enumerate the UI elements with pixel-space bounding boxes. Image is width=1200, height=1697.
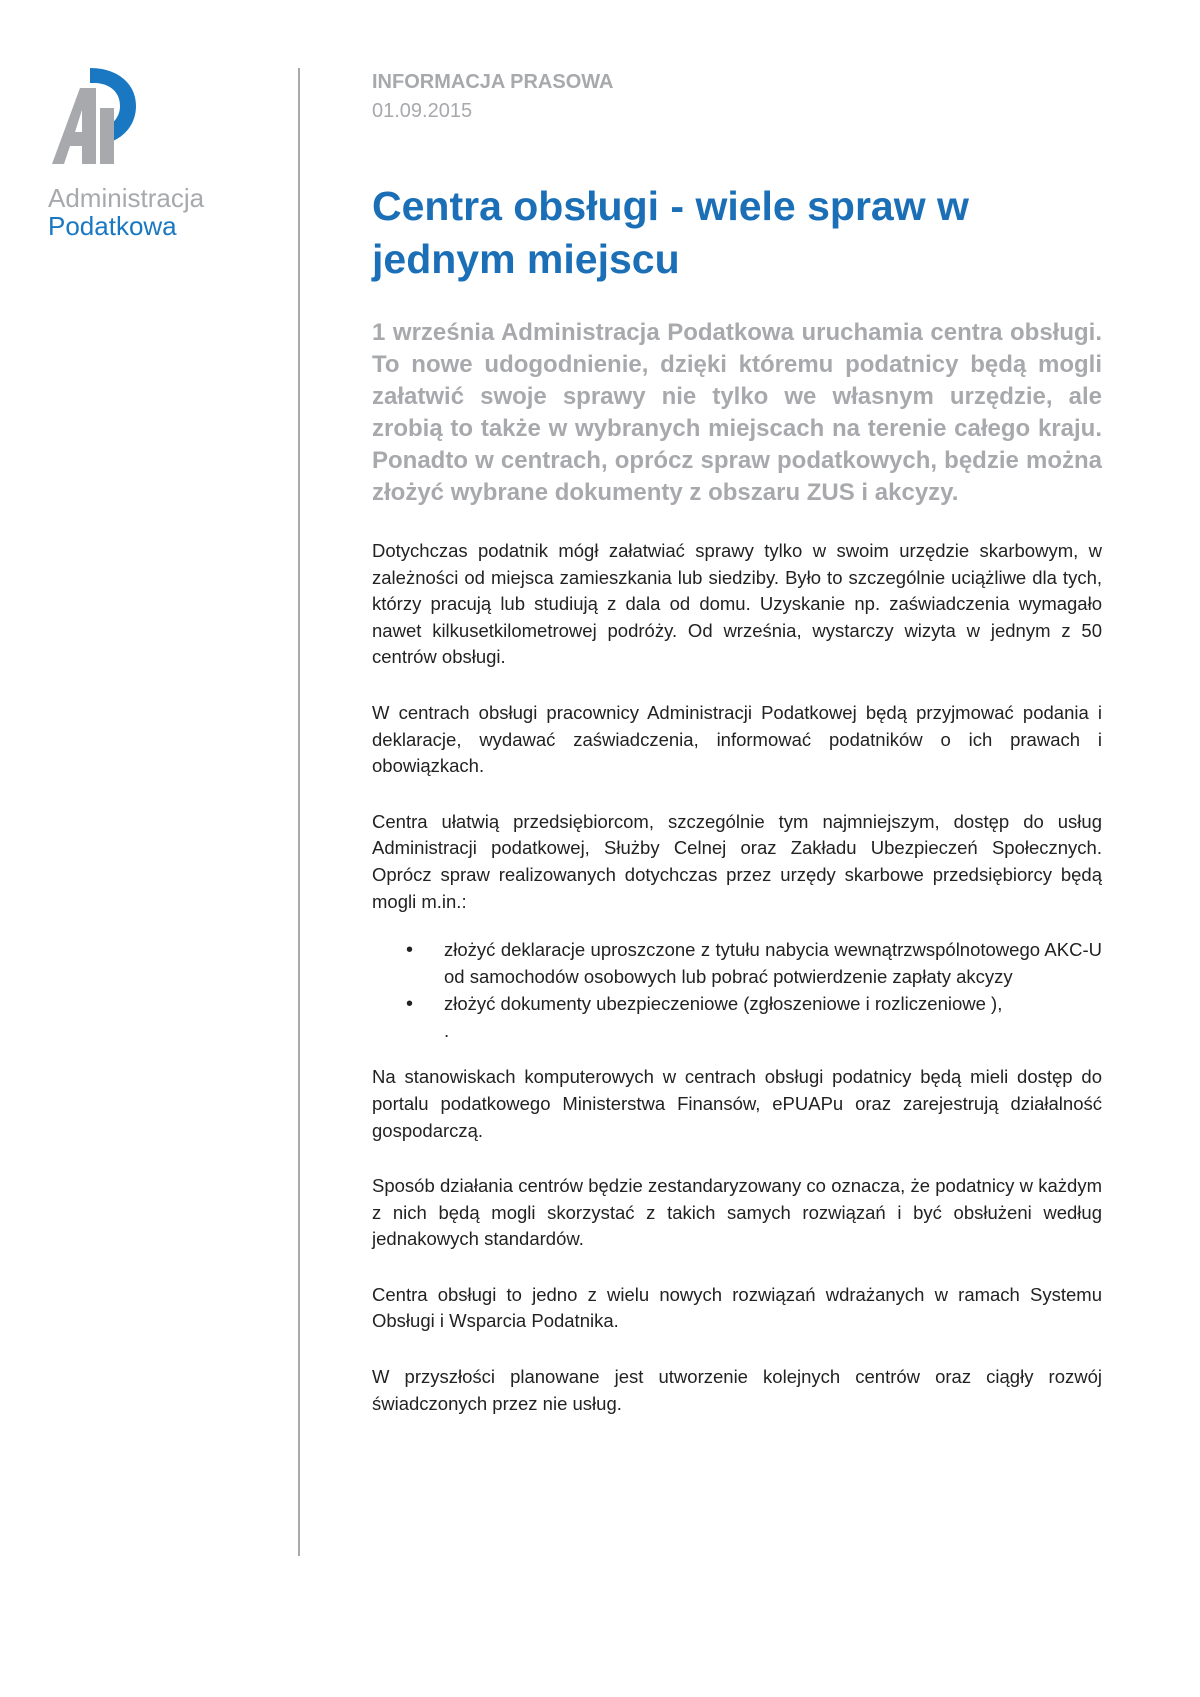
logo — [48, 68, 248, 240]
lead-paragraph: 1 września Administracja Podatkowa uruchamia centra obsługi. To nowe udogodnienie, dzięki któremu podatnicy będą mogli załatwić swoje sprawy nie tylko we własnym urzędzie, ale zrobią to także w wybranych miejscach na terenie całego kraju. Ponadto w centrach, oprócz spraw podatkowych, będzie można złożyć wybrane dokumenty z obszaru ZUS i akcyzy. — [372, 319, 1102, 506]
paragraph: W centrach obsługi pracownicy Administracji Podatkowej będą przyjmować podania i deklaracje, wydawać zaświadczenia, informować podatników o ich prawach i obowiązkach. — [372, 701, 1102, 777]
paragraph: Dotychczas podatnik mógł załatwiać sprawy tylko w swoim urzędzie skarbowym, w zależności od miejsca zamieszkania lub siedziby. Było to szczególnie uciążliwe dla tych, którzy pracują lub studiują z dala od domu. Uzyskanie np. zaświadczenia wymagało nawet kilkusetkilometrowej podróży. Od września, wystarczy wizyta w jednym z 50 centrów obsługi. — [372, 540, 1102, 668]
paragraph: W przyszłości planowane jest utworzenie kolejnych centrów oraz ciągły rozwój świadczonych przez nie usług. — [372, 1366, 1102, 1414]
bullet-trail: . — [444, 1019, 450, 1041]
bullet-list — [372, 937, 1102, 1017]
list-item: • złożyć deklaracje uproszczone z tytułu nabycia wewnątrzwspólnotowego AKC-U od samochodów osobowych lub pobrać potwierdzenie zapłaty akcyzy — [444, 937, 1102, 991]
list-item: • złożyć dokumenty ubezpieczeniowe (zgłoszeniowe i rozliczeniowe ), — [444, 991, 1102, 1018]
paragraph: Centra obsługi to jedno z wielu nowych rozwiązań wdrażanych w ramach Systemu Obsługi i Wsparcia Podatnika. — [372, 1283, 1102, 1332]
header-label: INFORMACJA PRASOWA — [372, 71, 614, 93]
page-title: Centra obsługi - wiele spraw w jednym miejscu — [372, 183, 969, 282]
paragraph: Na stanowiskach komputerowych w centrach obsługi podatnicy będą mieli dostęp do portalu podatkowego Ministerstwa Finansów, ePUAPu oraz zarejestrują działalność gospodarczą. — [372, 1066, 1102, 1141]
vertical-divider — [298, 68, 300, 1556]
paragraph: Centra ułatwią przedsiębiorcom, szczególnie tym najmniejszym, dostęp do usług Administracji podatkowej, Służby Celnej oraz Zakładu Ubezpieczeń Społecznych. Oprócz spraw realizowanych dotychczas przez urzędy skarbowe przedsiębiorcy będą mogli m.in.: — [372, 810, 1102, 912]
paragraph: Sposób działania centrów będzie zestandaryzowany co oznacza, że podatnicy w każdym z nich będą mogli skorzystać z takich samych rozwiązań i być obsłużeni według jednakowych standardów. — [372, 1175, 1102, 1250]
logo-text-line1: Administracja — [48, 183, 205, 213]
logo-text-line2: Podatkowa — [48, 211, 177, 241]
header-date: 01.09.2015 — [372, 100, 473, 122]
logo-emblem-icon — [48, 68, 138, 168]
document-body — [372, 68, 1102, 1436]
